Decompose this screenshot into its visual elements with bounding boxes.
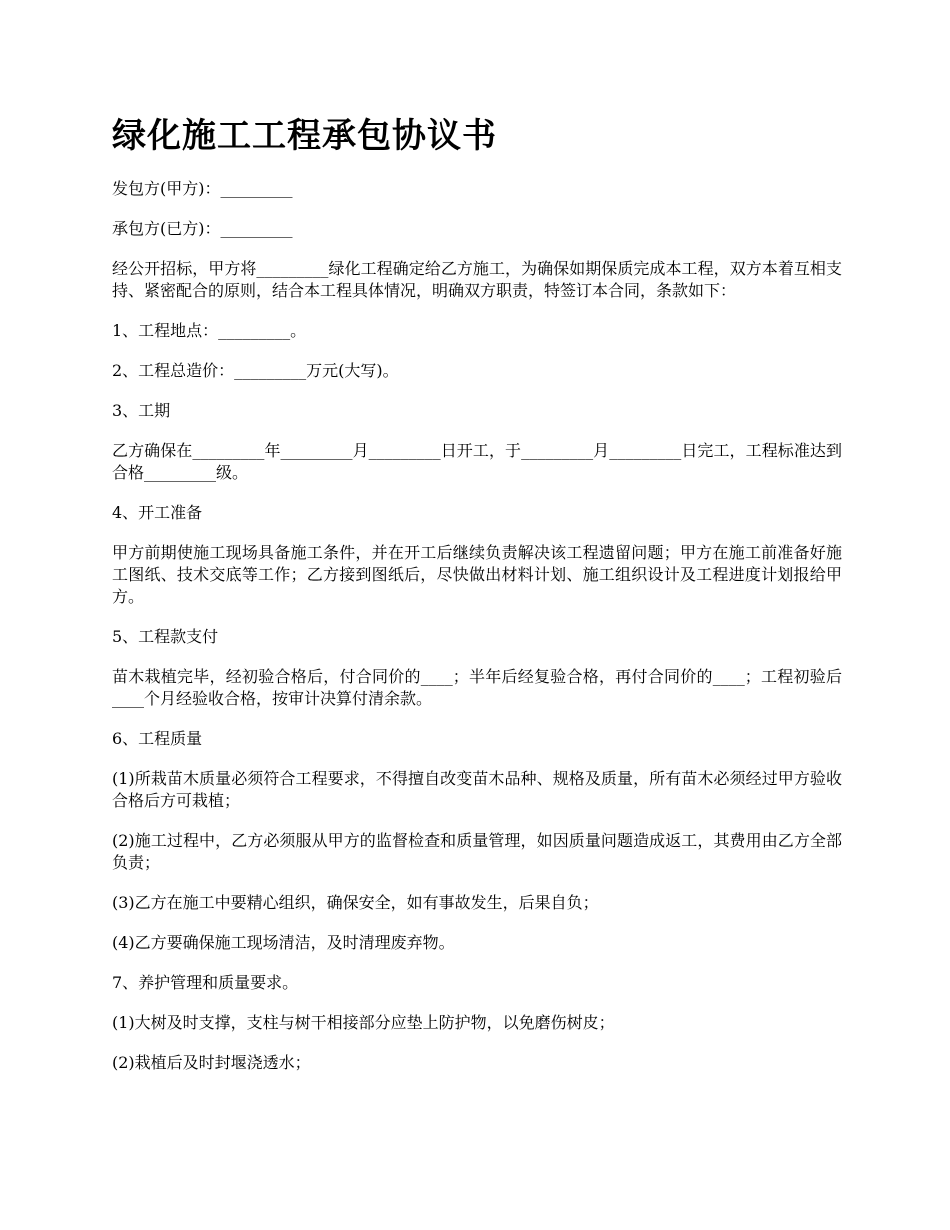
party-b-line: 承包方(已方)：_________ xyxy=(112,219,293,238)
clause-7-heading: 7、养护管理和质量要求。 xyxy=(112,973,299,992)
clause-6-item-4: (4)乙方要确保施工现场清洁，及时清理废弃物。 xyxy=(112,933,455,952)
clause-2-price: 2、工程总造价：_________万元(大写)。 xyxy=(112,361,399,380)
clause-6-heading: 6、工程质量 xyxy=(112,729,203,748)
clause-3-body: 乙方确保在_________年_________月_________日开工，于_________月_________日完工，工程标准达到合格_________级。 xyxy=(112,441,842,482)
clause-6-item-3: (3)乙方在施工中要精心组织，确保安全，如有事故发生，后果自负； xyxy=(112,893,599,912)
clause-6-item-1: (1)所栽苗木质量必须符合工程要求，不得擅自改变苗木品种、规格及质量，所有苗木必须经过甲方验收合格后方可栽植； xyxy=(112,769,842,810)
intro-paragraph: 经公开招标，甲方将_________绿化工程确定给乙方施工，为确保如期保质完成本工程，双方本着互相支持、紧密配合的原则，结合本工程具体情况，明确双方职责，特签订本合同，条款如下： xyxy=(112,259,842,300)
clause-3-heading: 3、工期 xyxy=(112,401,171,420)
clause-7-item-2: (2)栽植后及时封堰浇透水； xyxy=(112,1053,311,1072)
clause-1-location: 1、工程地点：_________。 xyxy=(112,321,307,340)
clause-6-item-2: (2)施工过程中，乙方必须服从甲方的监督检查和质量管理，如因质量问题造成返工，其费用由乙方全部负责； xyxy=(112,831,842,872)
party-a-line: 发包方(甲方)：_________ xyxy=(112,179,293,198)
document-title: 绿化施工工程承包协议书 xyxy=(112,116,497,156)
clause-5-body: 苗木栽植完毕，经初验合格后，付合同价的____；半年后经复验合格，再付合同价的____；工程初验后____个月经验收合格，按审计决算付清余款。 xyxy=(112,667,842,708)
clause-4-heading: 4、开工准备 xyxy=(112,503,203,522)
clause-5-heading: 5、工程款支付 xyxy=(112,627,219,646)
clause-7-item-1: (1)大树及时支撑，支柱与树干相接部分应垫上防护物，以免磨伤树皮； xyxy=(112,1013,615,1032)
document-page xyxy=(112,112,842,1092)
clause-4-body: 甲方前期使施工现场具备施工条件，并在开工后继续负责解决该工程遗留问题；甲方在施工前准备好施工图纸、技术交底等工作；乙方接到图纸后，尽快做出材料计划、施工组织设计及工程进度计划报给甲方。 xyxy=(112,543,842,606)
